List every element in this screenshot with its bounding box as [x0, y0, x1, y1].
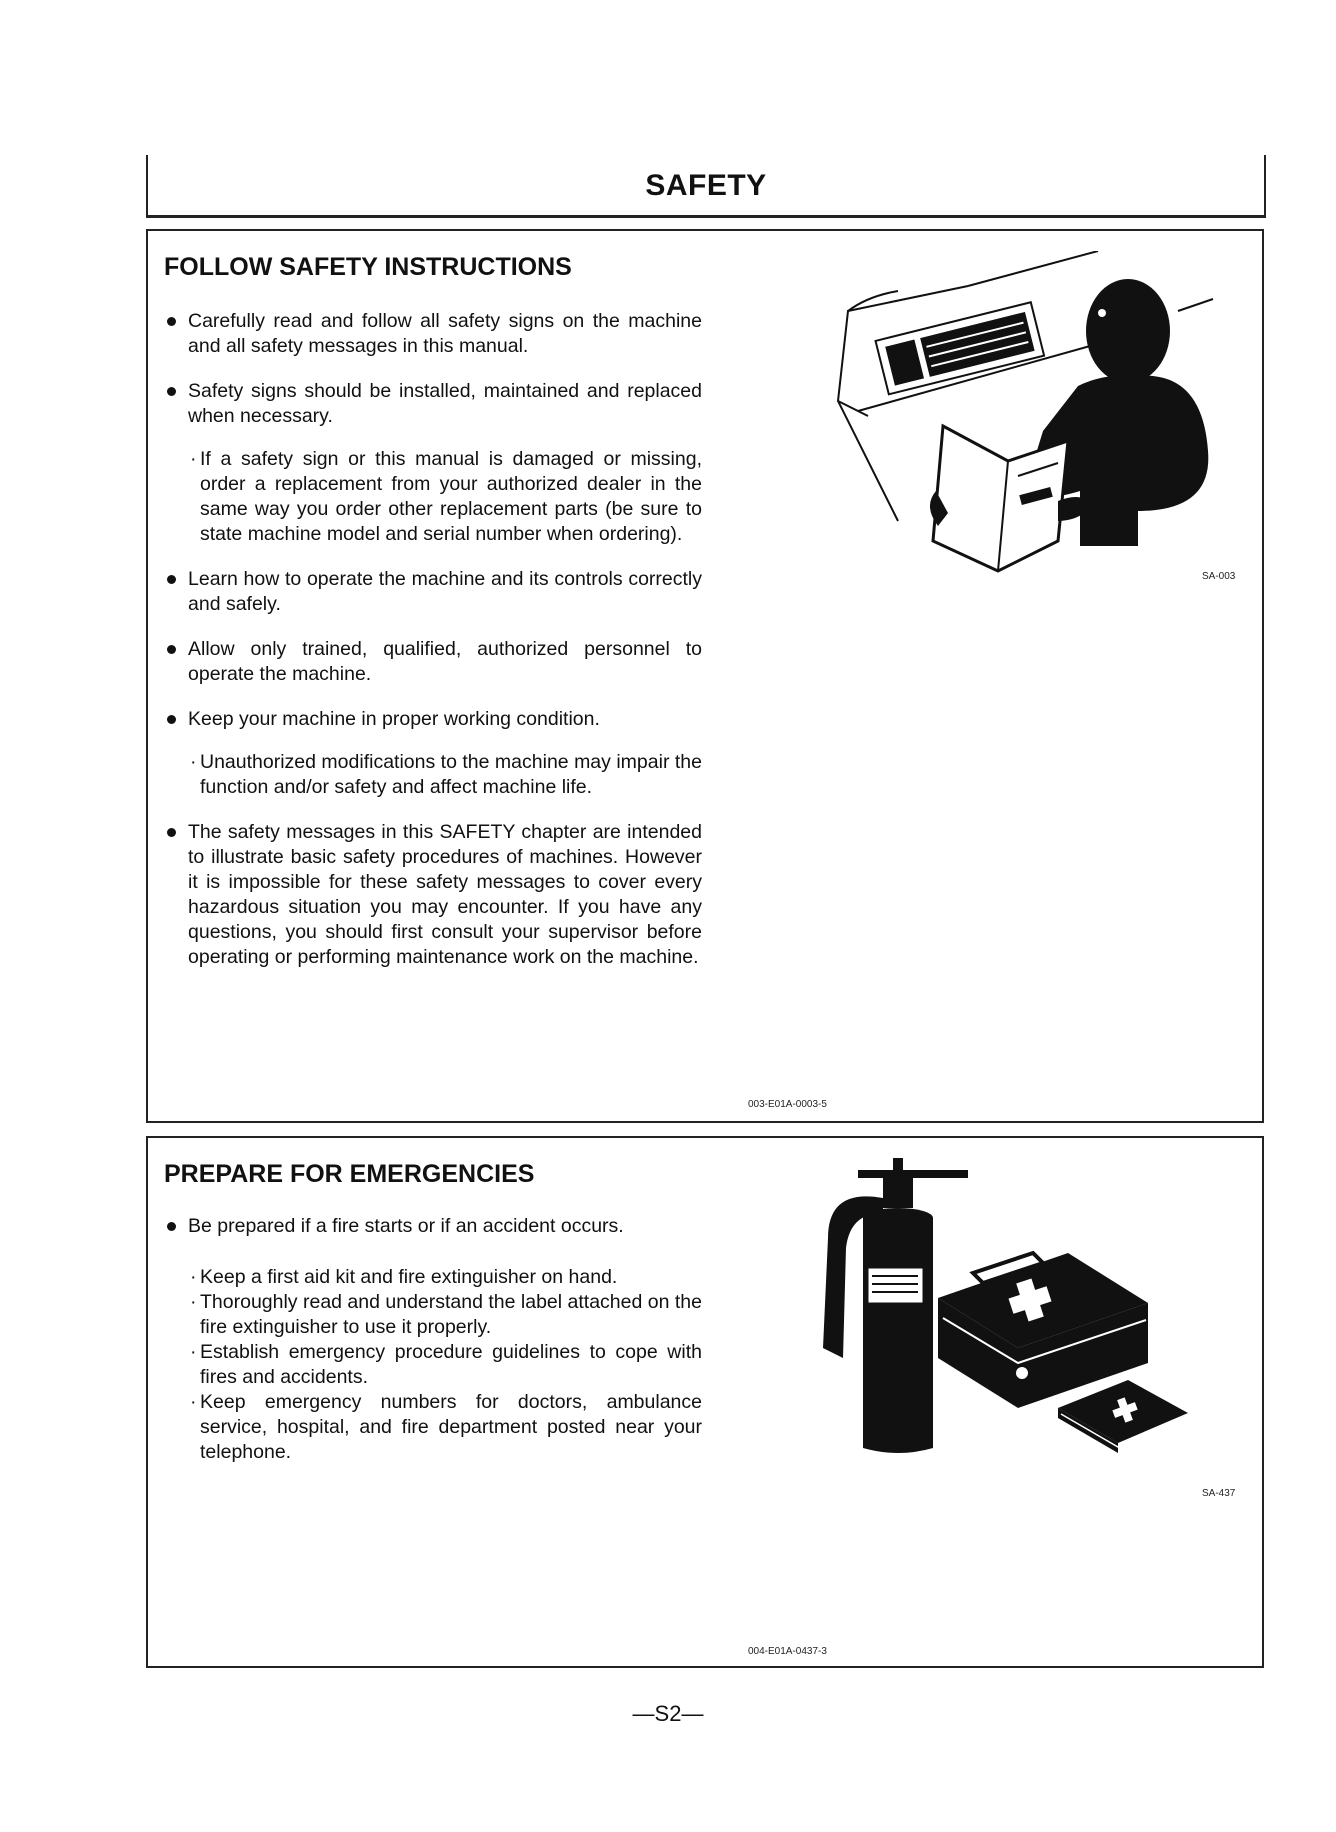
list-item: Learn how to operate the machine and its controls correctly and safely.	[164, 567, 702, 617]
section-title: FOLLOW SAFETY INSTRUCTIONS	[164, 253, 572, 281]
figure-code: SA-003	[1202, 571, 1236, 582]
sub-list-item: · Keep a first aid kit and fire extinguisher on hand.	[190, 1266, 618, 1288]
person-reading-manual-illustration	[808, 251, 1228, 591]
page-title: SAFETY	[645, 169, 767, 202]
sub-list-item: · Unauthorized modifications to the machine may impair the function and/or safety and affect machine life.	[190, 751, 702, 798]
section-follow-safety-instructions	[146, 229, 1264, 1123]
section-prepare-for-emergencies	[146, 1136, 1264, 1668]
sub-list-item: · If a safety sign or this manual is damaged or missing, order a replacement from your authorized dealer in the same way you order other replacement parts (be sure to state machine model and serial number when ordering).	[190, 448, 702, 545]
document-code: 003-E01A-0003-5	[748, 1099, 827, 1110]
list-item: Carefully read and follow all safety signs on the machine and all safety messages in this manual.	[164, 309, 702, 359]
sub-list-item: · Thoroughly read and understand the label attached on the fire extinguisher to use it properly.	[190, 1291, 702, 1338]
list-item: The safety messages in this SAFETY chapter are intended to illustrate basic safety procedures of machines. However it is impossible for these safety messages to cover every hazardous situation you may encounter. If you have any questions, you should first consult your supervisor before operating or performing maintenance work on the machine.	[164, 820, 702, 970]
list-item: Safety signs should be installed, maintained and replaced when necessary.	[164, 379, 702, 429]
figure-code: SA-437	[1202, 1488, 1236, 1499]
page-header	[146, 155, 1266, 218]
bullet-icon	[167, 317, 176, 326]
bullet-icon	[167, 645, 176, 654]
sub-list-item: · Establish emergency procedure guidelines to cope with fires and accidents.	[190, 1341, 702, 1388]
document-code: 004-E01A-0437-3	[748, 1646, 827, 1657]
section-title: PREPARE FOR EMERGENCIES	[164, 1160, 535, 1188]
list-item: Keep your machine in proper working condition.	[164, 707, 702, 732]
section-body	[164, 1214, 702, 1465]
sub-list-item: · Keep emergency numbers for doctors, ambulance service, hospital, and fire department posted near your telephone.	[190, 1391, 702, 1463]
bullet-icon	[167, 575, 176, 584]
bullet-icon	[167, 828, 176, 837]
fire-extinguisher-first-aid-illustration	[768, 1158, 1248, 1478]
section-body	[164, 309, 702, 990]
list-item: Allow only trained, qualified, authorized personnel to operate the machine.	[164, 637, 702, 687]
bullet-icon	[167, 1222, 176, 1231]
list-item: Be prepared if a fire starts or if an accident occurs.	[164, 1214, 702, 1239]
bullet-icon	[167, 387, 176, 396]
bullet-icon	[167, 715, 176, 724]
page-number: —S2—	[632, 1701, 704, 1726]
